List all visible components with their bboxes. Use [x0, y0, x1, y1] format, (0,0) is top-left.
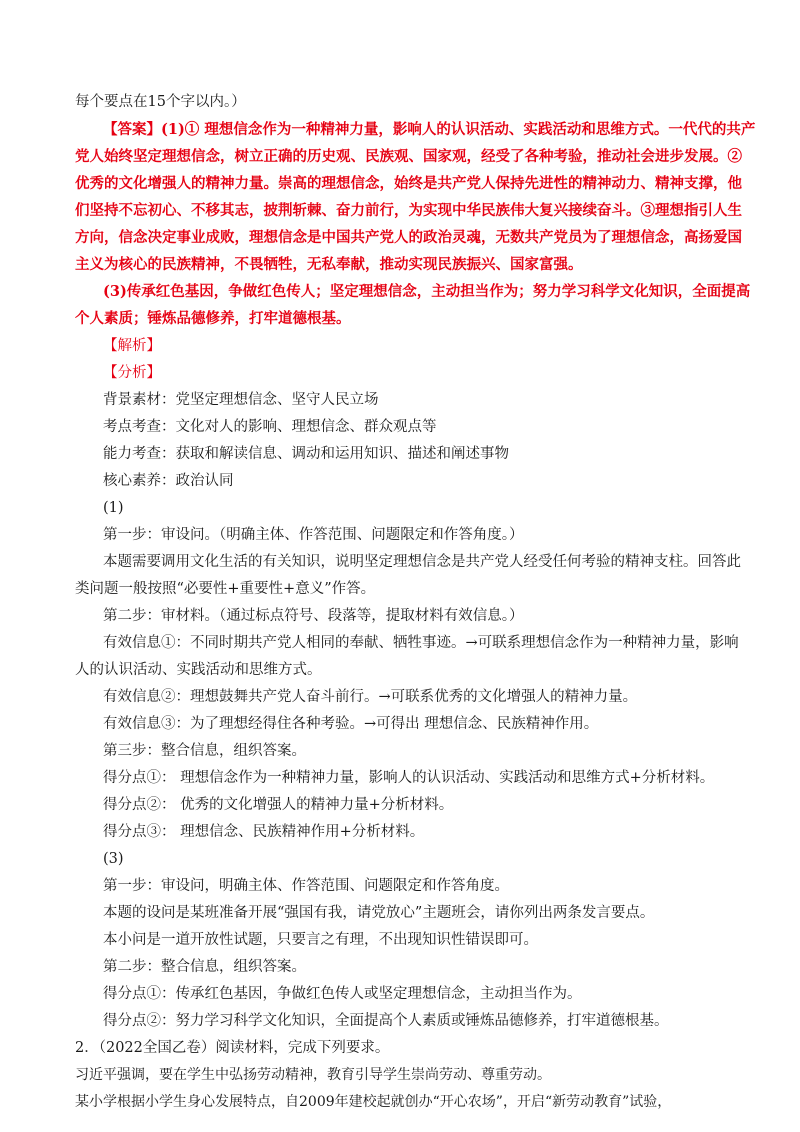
answer-line: 个人素质；锤炼品德修养，打牢道德根基。 [75, 310, 351, 327]
answer-line: 方向，信念决定事业成败，理想信念是中国共产党人的政治灵魂，无数共产党员为了理想信念，高扬爱国 [75, 229, 742, 246]
text-line: 有效信息①：不同时期共产党人相同的奉献、牺牲事迹。→可联系理想信念作为一种精神力量，影响 [103, 635, 739, 651]
text-line: 核心素养：政治认同 [103, 473, 234, 489]
text-line: 第一步：审设问，明确主体、作答范围、问题限定和作答角度。 [103, 878, 509, 894]
material-line: 习近平强调，要在学生中弘扬劳动精神，教育引导学生崇尚劳动、尊重劳动。 [75, 1067, 551, 1083]
text-line: 第一步：审设问。（明确主体、作答范围、问题限定和作答角度。） [103, 527, 524, 543]
text-line: 人的认识活动、实践活动和思维方式。 [75, 662, 322, 678]
text-line: 能力考查：获取和解读信息、调动和运用知识、描述和阐述事物 [103, 446, 509, 462]
text-line: 本小问是一道开放性试题，只要言之有理，不出现知识性错误即可。 [103, 932, 538, 948]
material-line: 某小学根据小学生身心发展特点，自2009年建校起就创办“开心农场”，开启“新劳动教育”试验， [75, 1094, 672, 1110]
text-line: 背景素材：党坚定理想信念、坚守人民立场 [103, 392, 379, 408]
text-line: 本题的设问是某班准备开展“强国有我，请党放心”主题班会，请你列出两条发言要点。 [103, 905, 655, 921]
text-line: 得分点②：努力学习科学文化知识，全面提高个人素质或锤炼品德修养，打牢道德根基。 [103, 1013, 669, 1029]
text-line: 第二步：整合信息，组织答案。 [103, 959, 306, 975]
text-line: 得分点①：传承红色基因，争做红色传人或坚定理想信念，主动担当作为。 [103, 986, 582, 1002]
answer-line: 优秀的文化增强人的精神力量。崇高的理想信念，始终是共产党人保持先进性的精神动力、精神支撑，他 [75, 175, 742, 192]
section-heading-analysis: 【解析】 [103, 338, 161, 354]
answer-line: 主义为核心的民族精神，不畏牺牲，无私奉献，推动实现民族振兴、国家富强。 [75, 256, 583, 273]
text-line: 类问题一般按照“必要性+重要性+意义”作答。 [75, 581, 376, 597]
text-line: 得分点②： 优秀的文化增强人的精神力量+分析材料。 [103, 797, 454, 813]
text-line: 得分点①： 理想信念作为一种精神力量，影响人的认识活动、实践活动和思维方式+分析材料。 [103, 770, 715, 786]
answer-line: (3)传承红色基因，争做红色传人；坚定理想信念，主动担当作为；努力学习科学文化知识，全面提高 [103, 283, 751, 300]
answer-line: 们坚持不忘初心、不移其志，披荆斩棘、奋力前行，为实现中华民族伟大复兴接续奋斗。③理想指引人生 [75, 202, 742, 219]
answer-line: 党人始终坚定理想信念，树立正确的历史观、民族观、国家观，经受了各种考验，推动社会进步发展。② [75, 148, 742, 165]
text-line: 第三步：整合信息，组织答案。 [103, 743, 306, 759]
text-line: 每个要点在15个字以内。） [75, 94, 246, 110]
section-heading-breakdown: 【分析】 [103, 365, 161, 381]
answer-line: 【答案】(1)① 理想信念作为一种精神力量，影响人的认识活动、实践活动和思维方式。一代代的共产 [103, 121, 756, 138]
text-line: (3) [103, 851, 124, 867]
text-line: 有效信息②：理想鼓舞共产党人奋斗前行。→可联系优秀的文化增强人的精神力量。 [103, 689, 638, 705]
text-line: 有效信息③：为了理想经得住各种考验。→可得出 理想信念、民族精神作用。 [103, 716, 599, 732]
text-line: 得分点③： 理想信念、民族精神作用+分析材料。 [103, 824, 425, 840]
text-line: 第二步：审材料。（通过标点符号、段落等，提取材料有效信息。） [103, 608, 524, 624]
text-line: 考点考查：文化对人的影响、理想信念、群众观点等 [103, 419, 437, 435]
text-line: (1) [103, 500, 124, 516]
text-line: 本题需要调用文化生活的有关知识，说明坚定理想信念是共产党人经受任何考验的精神支柱。回答此 [103, 554, 741, 570]
question-heading: 2．（2022全国乙卷）阅读材料，完成下列要求。 [75, 1040, 390, 1056]
